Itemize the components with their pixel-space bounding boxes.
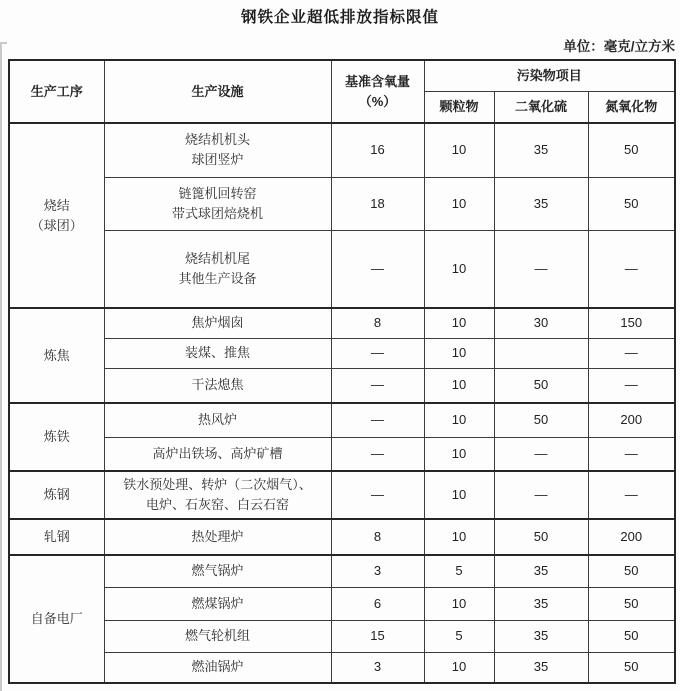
so2-value-cell: —	[494, 437, 588, 471]
facility-cell: 热处理炉	[104, 519, 331, 555]
pm-value-cell: 10	[424, 437, 494, 471]
table-row	[9, 555, 675, 587]
table-row	[9, 587, 675, 620]
so2-value-cell: 35	[494, 620, 588, 652]
nox-value-cell: 200	[588, 519, 675, 555]
facility-cell: 燃油锅炉	[104, 652, 331, 683]
facility-cell: 燃气轮机组	[104, 620, 331, 652]
header-process: 生产工序	[9, 60, 104, 123]
oxygen-value-cell: —	[331, 471, 424, 519]
process-group-cell: 炼焦	[9, 308, 104, 403]
pm-value-cell: 10	[424, 368, 494, 403]
header-so2: 二氧化硫	[494, 91, 588, 123]
table-row	[9, 652, 675, 683]
process-group-cell: 炼铁	[9, 403, 104, 471]
table-row	[9, 519, 675, 555]
facility-cell: 烧结机机尾 其他生产设备	[104, 230, 331, 308]
facility-cell: 焦炉烟囱	[104, 308, 331, 338]
oxygen-value-cell: —	[331, 230, 424, 308]
quote-accent-bar	[0, 42, 7, 691]
facility-cell: 链篦机回转窑 带式球团焙烧机	[104, 177, 331, 230]
table-row	[9, 230, 675, 308]
facility-cell: 燃气锅炉	[104, 555, 331, 587]
table-body	[9, 123, 675, 683]
table-row	[9, 471, 675, 519]
oxygen-value-cell: 8	[331, 519, 424, 555]
oxygen-value-cell: 18	[331, 177, 424, 230]
process-group-cell: 自备电厂	[9, 555, 104, 683]
nox-value-cell: —	[588, 338, 675, 368]
table-row	[9, 437, 675, 471]
so2-value-cell: —	[494, 230, 588, 308]
table-row	[9, 403, 675, 437]
facility-cell: 热风炉	[104, 403, 331, 437]
nox-value-cell: 50	[588, 123, 675, 177]
facility-cell: 装煤、推焦	[104, 338, 331, 368]
oxygen-value-cell: 3	[331, 652, 424, 683]
emission-limits-table	[8, 59, 676, 684]
table-row	[9, 123, 675, 177]
header-pm: 颗粒物	[424, 91, 494, 123]
pm-value-cell: 10	[424, 308, 494, 338]
facility-cell: 高炉出铁场、高炉矿槽	[104, 437, 331, 471]
so2-value-cell	[494, 338, 588, 368]
so2-value-cell: 50	[494, 403, 588, 437]
oxygen-value-cell: 3	[331, 555, 424, 587]
pm-value-cell: 10	[424, 123, 494, 177]
header-nox: 氮氧化物	[588, 91, 675, 123]
nox-value-cell: 150	[588, 308, 675, 338]
table-row	[9, 308, 675, 338]
header-pollutants: 污染物项目	[424, 60, 675, 91]
so2-value-cell: 35	[494, 177, 588, 230]
facility-cell: 燃煤锅炉	[104, 587, 331, 620]
pm-value-cell: 10	[424, 177, 494, 230]
header-oxygen-line1: 基准含氧量	[344, 73, 410, 89]
pm-value-cell: 10	[424, 519, 494, 555]
pm-value-cell: 10	[424, 338, 494, 368]
pm-value-cell: 5	[424, 555, 494, 587]
so2-value-cell: 35	[494, 652, 588, 683]
header-oxygen	[331, 60, 424, 123]
pm-value-cell: 10	[424, 587, 494, 620]
facility-cell: 烧结机机头 球团竖炉	[104, 123, 331, 177]
table-row	[9, 177, 675, 230]
table-row	[9, 620, 675, 652]
nox-value-cell: 50	[588, 652, 675, 683]
pm-value-cell: 10	[424, 230, 494, 308]
oxygen-value-cell: —	[331, 403, 424, 437]
so2-value-cell: 35	[494, 123, 588, 177]
header-oxygen-line2: （%）	[358, 93, 397, 109]
oxygen-value-cell: —	[331, 338, 424, 368]
pm-value-cell: 10	[424, 652, 494, 683]
nox-value-cell: 200	[588, 403, 675, 437]
so2-value-cell: 35	[494, 587, 588, 620]
page-title: 钢铁企业超低排放指标限值	[240, 9, 439, 26]
oxygen-value-cell: —	[331, 368, 424, 403]
oxygen-value-cell: 15	[331, 620, 424, 652]
nox-value-cell: —	[588, 437, 675, 471]
nox-value-cell: 50	[588, 620, 675, 652]
pm-value-cell: 5	[424, 620, 494, 652]
table-row	[9, 338, 675, 368]
pm-value-cell: 10	[424, 471, 494, 519]
process-group-cell: 炼钢	[9, 471, 104, 519]
nox-value-cell: —	[588, 230, 675, 308]
table-row	[9, 368, 675, 403]
header-facility: 生产设施	[104, 60, 331, 123]
facility-cell: 干法熄焦	[104, 368, 331, 403]
nox-value-cell: —	[588, 471, 675, 519]
oxygen-value-cell: 6	[331, 587, 424, 620]
so2-value-cell: 30	[494, 308, 588, 338]
so2-value-cell: 35	[494, 555, 588, 587]
unit-label: 单位：毫克/立方米	[563, 39, 675, 54]
header-row-top	[9, 60, 675, 91]
oxygen-value-cell: —	[331, 437, 424, 471]
oxygen-value-cell: 16	[331, 123, 424, 177]
pm-value-cell: 10	[424, 403, 494, 437]
so2-value-cell: 50	[494, 519, 588, 555]
table-header	[9, 60, 675, 123]
so2-value-cell: —	[494, 471, 588, 519]
so2-value-cell: 50	[494, 368, 588, 403]
nox-value-cell: 50	[588, 587, 675, 620]
process-group-cell: 烧结 （球团）	[9, 123, 104, 308]
process-group-cell: 轧钢	[9, 519, 104, 555]
nox-value-cell: 50	[588, 177, 675, 230]
nox-value-cell: —	[588, 368, 675, 403]
facility-cell: 铁水预处理、转炉（二次烟气）、 电炉、石灰窑、白云石窑	[104, 471, 331, 519]
nox-value-cell: 50	[588, 555, 675, 587]
oxygen-value-cell: 8	[331, 308, 424, 338]
